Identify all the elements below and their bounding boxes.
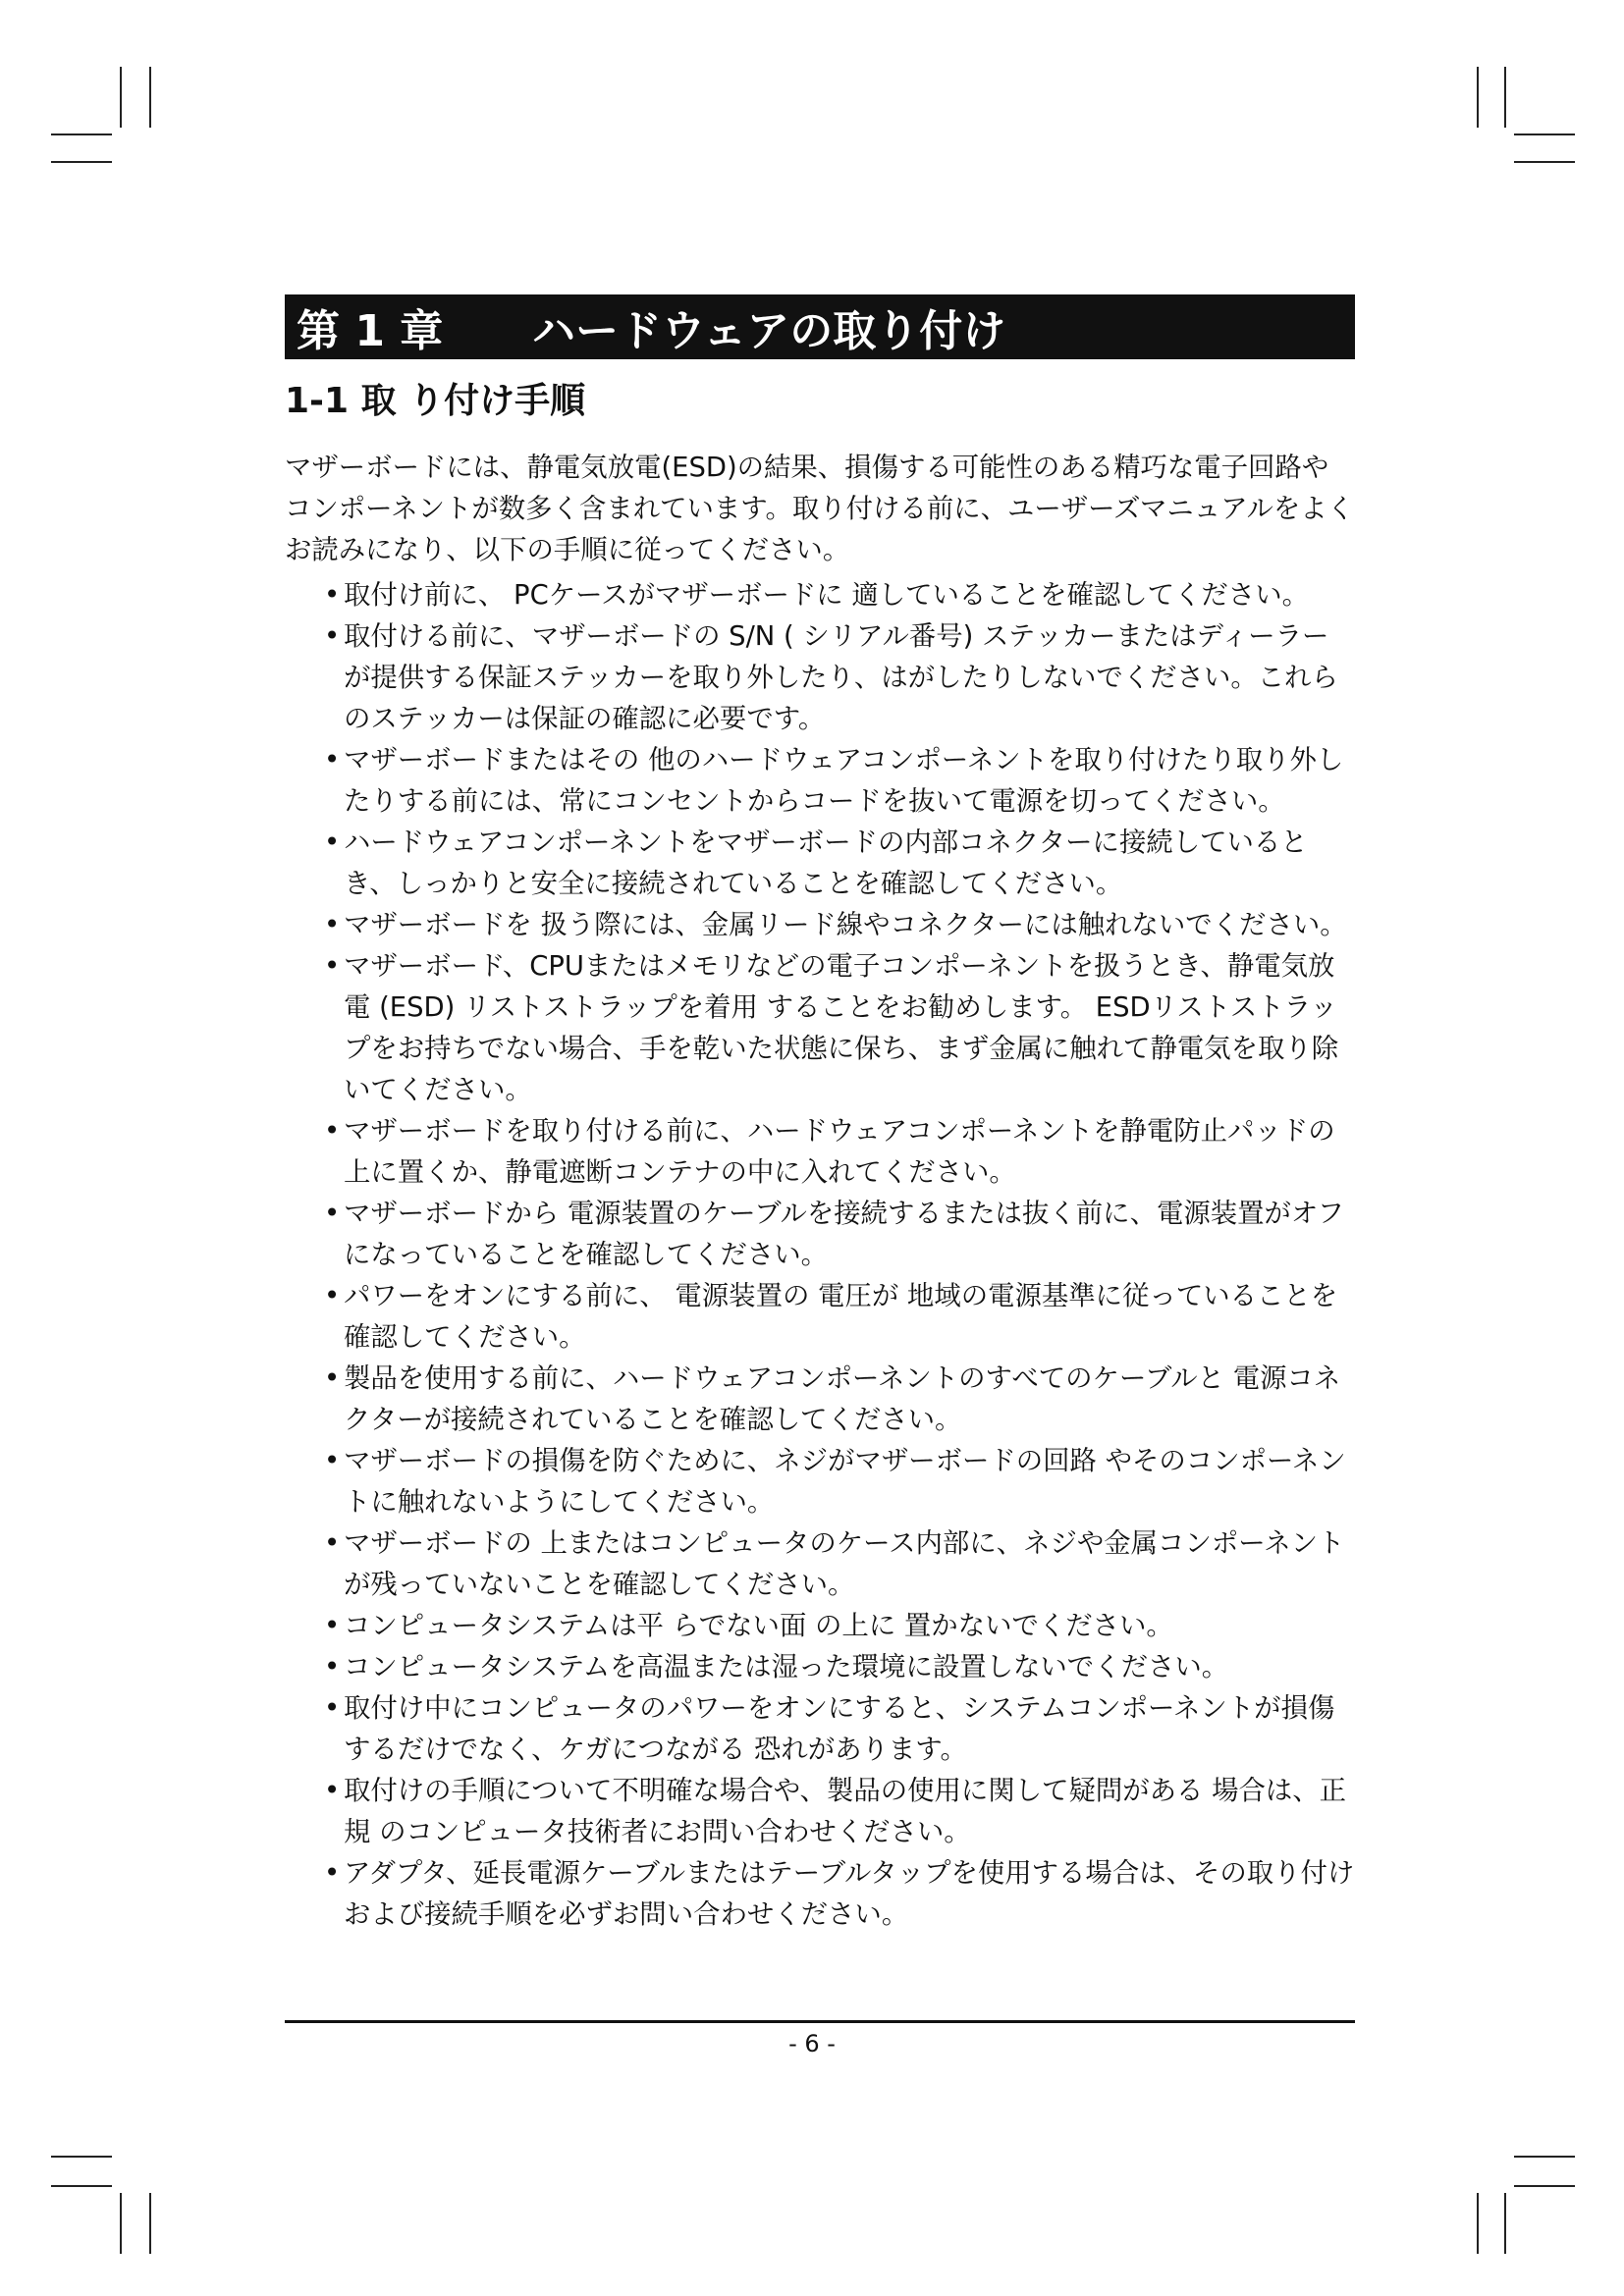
crop-mark-bottom-right-h2 (1514, 2185, 1575, 2187)
bullet-icon: • (324, 1116, 341, 1147)
list-item-text: 取付ける前に、マザーボードの S/N ( シリアル番号) ステッカーまたはディーラーが提供する保証ステッカーを取り外したり、はがしたりしないでください。これらのステッカーは保証の確認に必要です。 (344, 621, 1338, 734)
crop-mark-top-left-v2 (149, 67, 151, 128)
bullet-icon: • (324, 1858, 341, 1889)
list-item-text: マザーボードの 上またはコンピュータのケース内部に、ネジや金属コンポーネントが残っていないことを確認してください。 (344, 1528, 1345, 1600)
list-item (285, 1688, 1355, 1771)
list-item-text: コンピュータシステムを高温または湿った環境に設置しないでください。 (344, 1652, 1229, 1682)
list-item-text: ハードウェアコンポーネントをマザーボードの内部コネクターに接続しているとき、しっかりと安全に接続されていることを確認してください。 (344, 828, 1308, 899)
list-item (285, 1771, 1355, 1853)
bullet-icon: • (324, 951, 341, 982)
page-number: - 6 - (788, 2030, 836, 2057)
bullet-icon: • (324, 1363, 341, 1394)
list-item (285, 946, 1355, 1111)
bullet-icon: • (324, 580, 341, 611)
bullet-icon: • (324, 1693, 341, 1724)
list-item (285, 1359, 1355, 1441)
list-item-text: マザーボード、CPUまたはメモリなどの電子コンポーネントを扱うとき、静電気放電 (ESD) リストストラップを着用 することをお勧めします。 ESDリストストラップをお持ちでない場合、手を乾いた状態に保ち、まず金属に触れて静電気を取り除いてください。 (344, 951, 1339, 1105)
crop-mark-bottom-right-v2 (1504, 2193, 1506, 2254)
list-item-text: マザーボードまたはその 他のハードウェアコンポーネントを取り付けたり取り外したりする前には、常にコンセントからコードを抜いて電源を切ってください。 (344, 745, 1344, 817)
crop-mark-bottom-right-v1 (1477, 2193, 1479, 2254)
crop-mark-top-right-v2 (1504, 67, 1506, 128)
crop-mark-top-left-v1 (120, 67, 122, 128)
list-item (285, 905, 1355, 946)
list-item-text: コンピュータシステムは平 らでない面 の上に 置かないでください。 (344, 1611, 1173, 1641)
list-item-text: マザーボードの損傷を防ぐために、ネジがマザーボードの回路 やそのコンポーネントに触れないようにしてください。 (344, 1446, 1346, 1518)
list-item (285, 1441, 1355, 1523)
bullet-icon: • (324, 828, 341, 858)
list-item-text: アダプタ、延長電源ケーブルまたはテーブルタップを使用する場合は、その取り付けおよび接続手順を必ずお問い合わせください。 (344, 1858, 1355, 1930)
intro-paragraph: マザーボードには、静電気放電(ESD)の結果、損傷する可能性のある精巧な電子回路やコンポーネントが数多く含まれています。取り付ける前に、ユーザーズマニュアルをよくお読みになり、以下の手順に従ってください。 (285, 453, 1355, 565)
bullet-icon: • (324, 1199, 341, 1229)
list-item (285, 1853, 1355, 1936)
list-item-text: 取付け前に、 PCケースがマザーボードに 適していることを確認してください。 (344, 580, 1309, 611)
list-item-text: マザーボードから 電源装置のケーブルを接続するまたは抜く前に、電源装置がオフになっていることを確認してください。 (344, 1199, 1344, 1270)
chapter-heading (285, 294, 1355, 359)
list-item (285, 1276, 1355, 1359)
list-item-text: マザーボードを取り付ける前に、ハードウェアコンポーネントを静電防止パッドの上に置くか、静電遮断コンテナの中に入れてください。 (344, 1116, 1335, 1188)
list-item (285, 1194, 1355, 1276)
list-item-text: マザーボードを 扱う際には、金属リード線やコネクターには触れないでください。 (344, 910, 1347, 940)
list-item-text: 取付けの手順について不明確な場合や、製品の使用に関して疑問がある 場合は、正規 のコンピュータ技術者にお問い合わせください。 (344, 1776, 1347, 1847)
section-title: 1-1 取 り付け手順 (285, 381, 586, 421)
bullet-icon: • (324, 1611, 341, 1641)
crop-mark-top-left-h1 (51, 133, 112, 135)
list-item-text: 製品を使用する前に、ハードウェアコンポーネントのすべてのケーブルと 電源コネクターが接続されていることを確認してください。 (344, 1363, 1341, 1435)
crop-mark-top-right-h1 (1514, 133, 1575, 135)
footer-rule (285, 2020, 1355, 2023)
list-item-text: パワーをオンにする前に、 電源装置の 電圧が 地域の電源基準に従っていることを確認してください。 (344, 1281, 1338, 1353)
page-content (285, 294, 1355, 1936)
list-item (285, 1606, 1355, 1647)
bullet-icon: • (324, 1652, 341, 1682)
crop-mark-bottom-left-h1 (51, 2156, 112, 2158)
list-item (285, 1647, 1355, 1688)
crop-mark-bottom-left-v2 (149, 2193, 151, 2254)
list-item (285, 616, 1355, 740)
bullet-icon: • (324, 621, 341, 652)
bullet-icon: • (324, 1528, 341, 1559)
bullet-icon: • (324, 1446, 341, 1476)
precautions-list (285, 575, 1355, 1936)
list-item-text: 取付け中にコンピュータのパワーをオンにすると、システムコンポーネントが損傷するだけでなく、ケガにつながる 恐れがあります。 (344, 1693, 1335, 1765)
crop-mark-top-left-h2 (51, 161, 112, 163)
chapter-number: 第 1 章 (297, 306, 444, 356)
crop-mark-bottom-left-v1 (120, 2193, 122, 2254)
bullet-icon: • (324, 1776, 341, 1806)
list-item (285, 1523, 1355, 1606)
crop-mark-top-right-v1 (1477, 67, 1479, 128)
crop-mark-top-right-h2 (1514, 161, 1575, 163)
list-item (285, 575, 1355, 616)
crop-mark-bottom-left-h2 (51, 2185, 112, 2187)
bullet-icon: • (324, 1281, 341, 1311)
bullet-icon: • (324, 910, 341, 940)
list-item (285, 740, 1355, 823)
list-item (285, 1111, 1355, 1194)
bullet-icon: • (324, 745, 341, 775)
crop-mark-bottom-right-h1 (1514, 2156, 1575, 2158)
chapter-title: ハードウェアの取り付け (532, 306, 1006, 356)
list-item (285, 823, 1355, 905)
